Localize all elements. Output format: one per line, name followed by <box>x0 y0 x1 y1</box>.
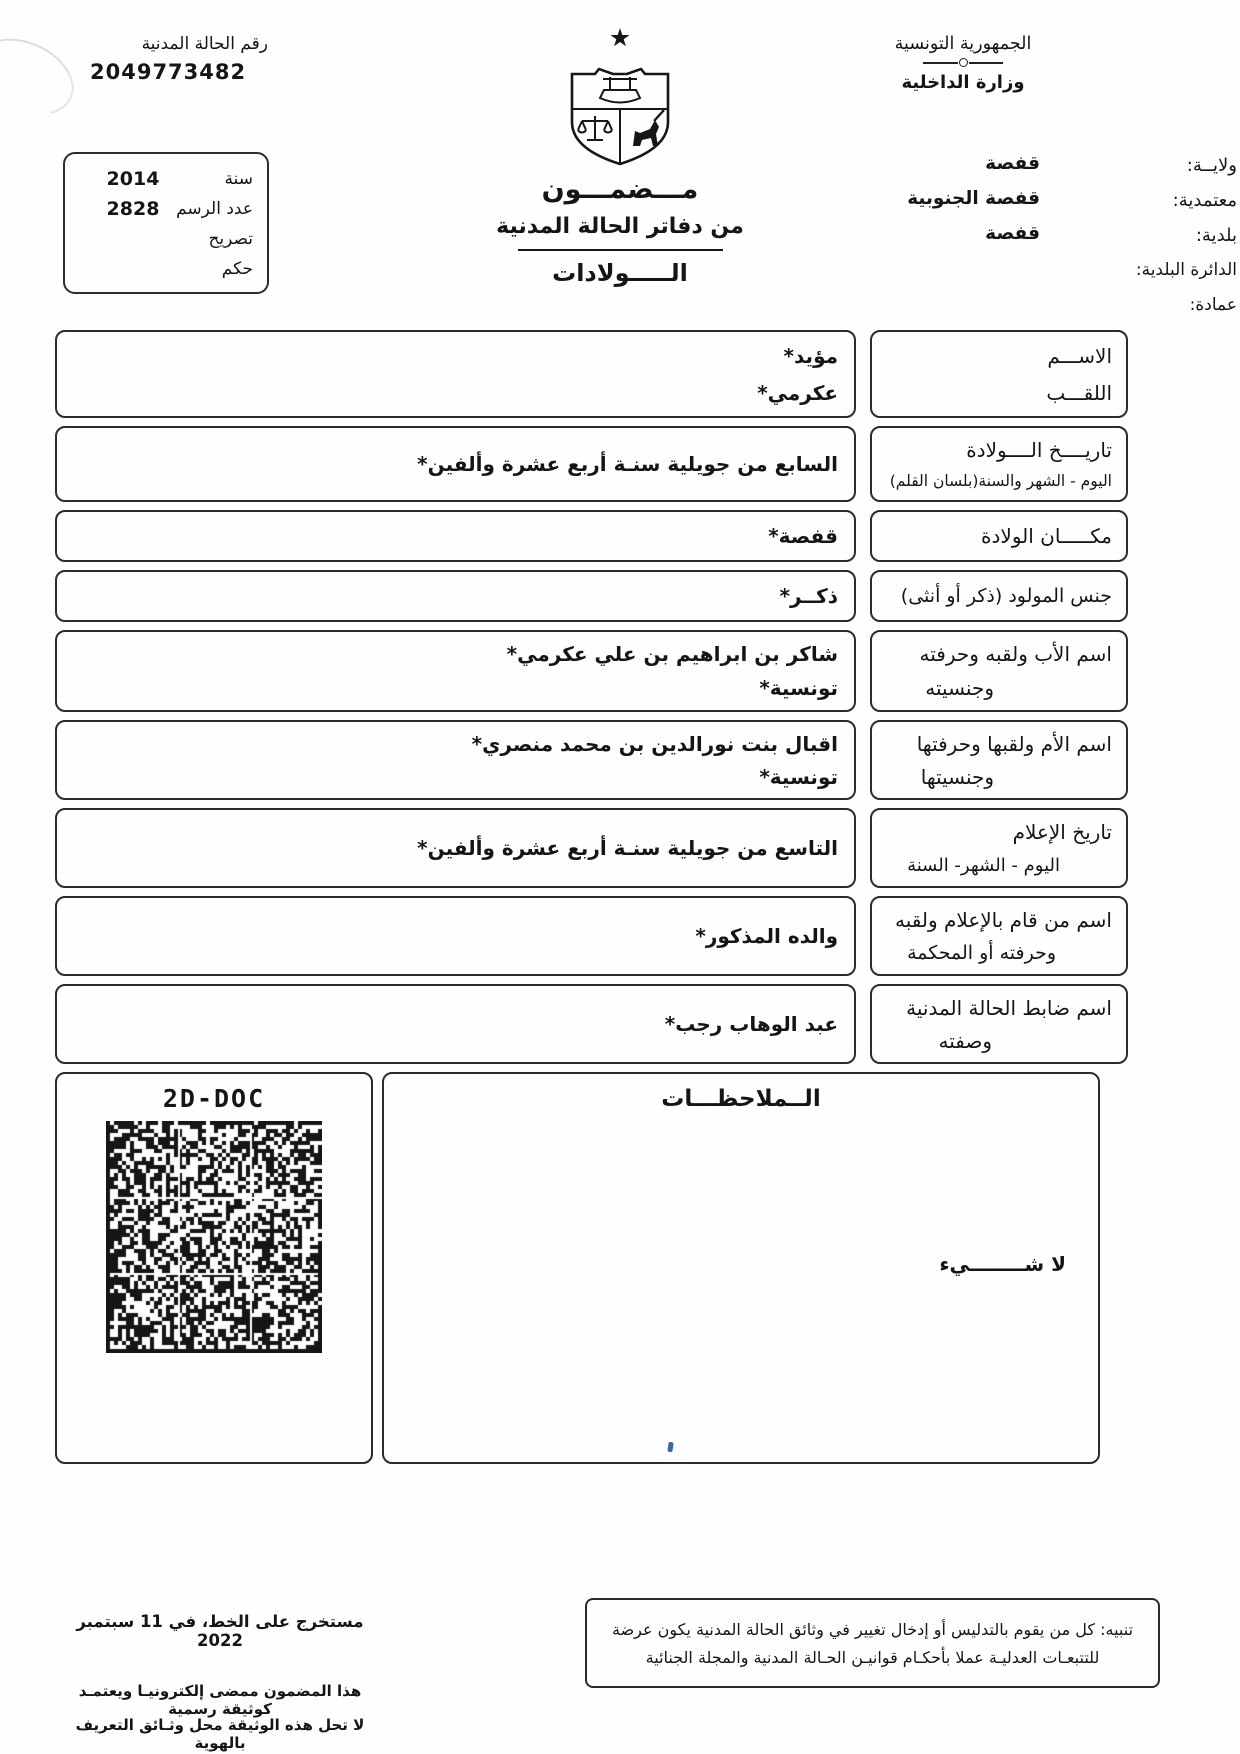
legal-warning-line2: للتتبعـات العدليـة عملا بأحكـام قوانيـن الحـالة المدنية والمجلة الجنائية <box>645 1647 1100 1667</box>
civil-number-value: 2049773482 <box>90 60 247 84</box>
district-row <box>910 255 1240 290</box>
notification-date-sublabel: اليوم - الشهر- السنة <box>907 854 1060 876</box>
municipality-row <box>910 220 1240 255</box>
document-title: مـــضمـــون <box>541 174 699 205</box>
mother-label-line1: اسم الأم ولقبها وحرفتها <box>916 731 1112 756</box>
act-reference-box <box>63 152 269 294</box>
father-nationality-value: تونسية* <box>759 676 838 700</box>
birth-date-label-box <box>870 426 1128 502</box>
father-label-line2: وجنسيته <box>925 676 994 700</box>
birth-date-label: تاريــــخ الــــولادة <box>966 438 1112 462</box>
delegation-label: معتمدية: <box>1172 190 1237 211</box>
notes-box <box>382 1072 1100 1464</box>
judgment-label: حكم <box>221 259 253 279</box>
barcode-box <box>55 1072 373 1464</box>
sex-value-box <box>55 570 856 622</box>
notification-date-value: التاسع من جويلية سنـة أربع عشرة وألفين* <box>417 836 838 860</box>
ministry-title: وزارة الداخلية <box>901 72 1025 93</box>
delegation-value: قفصة الجنوبية <box>907 188 1040 209</box>
region-fields <box>907 150 1240 325</box>
father-label-line1: اسم الأب ولقبه وحرفته <box>919 642 1112 666</box>
mother-nationality-value: تونسية* <box>759 764 838 789</box>
sex-label-box <box>870 570 1128 622</box>
registrar-value: عبد الوهاب رجب* <box>664 1012 838 1036</box>
birth-place-value: قفصة* <box>768 524 838 548</box>
mother-name-value: اقبال بنت نورالدين بن محمد منصري* <box>471 731 838 756</box>
table-row <box>0 426 1240 502</box>
governorate-label: ولايــة: <box>1186 155 1237 176</box>
mother-value-box <box>55 720 856 800</box>
governorate-row <box>910 150 1240 185</box>
ink-mark <box>667 1442 673 1453</box>
birth-date-sublabel: اليوم - الشهر والسنة(بلسان القلم) <box>889 472 1112 490</box>
table-row <box>0 984 1240 1064</box>
notes-title: الــملاحظـــات <box>661 1086 821 1112</box>
judgment-row <box>79 254 253 284</box>
sector-label: عمادة: <box>1189 295 1237 315</box>
table-row <box>0 896 1240 976</box>
title-divider <box>518 249 723 251</box>
registrar-value-box <box>55 984 856 1064</box>
year-row <box>79 164 253 194</box>
act-number-row <box>79 194 253 224</box>
identity-note: لا تحل هذه الوثيقة محل وثـائق التعريف بالهوية <box>75 1716 365 1752</box>
last-name-value: عكرمي* <box>757 380 838 405</box>
document-subtitle: من دفاتر الحالة المدنية <box>496 214 744 239</box>
table-row <box>0 570 1240 622</box>
birth-place-label: مكـــــان الولادة <box>981 524 1112 548</box>
table-row <box>0 510 1240 562</box>
delegation-row <box>907 185 1240 220</box>
declarant-label-line1: اسم من قام بالإعلام ولقبه <box>895 908 1112 932</box>
act-number-label: عدد الرسم <box>176 199 253 219</box>
civil-number-block <box>90 34 268 84</box>
civil-number-label: رقم الحالة المدنية <box>141 34 268 54</box>
document-title-block <box>460 174 780 287</box>
bottom-section <box>0 1072 1240 1472</box>
father-value-box <box>55 630 856 712</box>
notes-content: لا شــــــــيء <box>939 1252 1066 1276</box>
extract-date-line: مستخرج على الخط، في 11 سبتمبر 2022 <box>76 1612 364 1650</box>
table-row <box>0 808 1240 888</box>
table-row <box>0 630 1240 712</box>
registrar-label-line1: اسم ضابط الحالة المدنية <box>906 995 1112 1020</box>
birth-place-label-box <box>870 510 1128 562</box>
declaration-label: تصريح <box>208 229 253 249</box>
registrar-label-line2: وصفته <box>938 1028 992 1053</box>
registrar-label-box <box>870 984 1128 1064</box>
barcode-title: 2D-DOC <box>162 1084 266 1113</box>
declarant-value: والده المذكور* <box>695 924 838 948</box>
sex-value: ذكــر* <box>779 584 838 608</box>
birth-record-table <box>0 330 1240 1072</box>
mother-label-line2: وجنسيتها <box>920 764 994 789</box>
year-value: 2014 <box>106 168 160 190</box>
act-number-value: 2828 <box>106 198 160 220</box>
year-label: سنة <box>224 169 253 189</box>
first-name-label: الاســـم <box>1047 343 1112 368</box>
declaration-row <box>79 224 253 254</box>
electronic-signature-note: هذا المضمون ممضى إلكترونيـا ويعتمـد كوثيقة رسمية <box>78 1682 362 1718</box>
birth-place-value-box <box>55 510 856 562</box>
legal-warning-line1: تنبيه: كل من يقوم بالتدليس أو إدخال تغيير في وثائق الحالة المدنية يكون عرضة <box>611 1619 1134 1639</box>
municipality-value: قفصة <box>985 223 1040 244</box>
republic-title: الجمهورية التونسية <box>894 34 1032 54</box>
notification-date-label: تاريخ الإعلام <box>1012 820 1112 845</box>
notification-date-value-box <box>55 808 856 888</box>
father-name-value: شاكر بن ابراهيم بن علي عكرمي* <box>506 642 838 666</box>
name-value-box <box>55 330 856 418</box>
first-name-value: مؤيد* <box>783 343 838 368</box>
father-label-box <box>870 630 1128 712</box>
2d-doc-barcode <box>106 1121 322 1353</box>
mother-label-box <box>870 720 1128 800</box>
birth-date-value-box <box>55 426 856 502</box>
ornament-divider <box>923 58 1003 67</box>
district-label: الدائرة البلدية: <box>1135 260 1237 280</box>
governorate-value: قفصة <box>985 153 1040 174</box>
notification-date-label-box <box>870 808 1128 888</box>
declarant-label-line2: وحرفته أو المحكمة <box>907 942 1056 964</box>
table-row <box>0 720 1240 800</box>
tunisia-coat-of-arms-icon <box>545 24 695 173</box>
register-type-title: الـــــولادات <box>552 259 688 287</box>
declarant-value-box <box>55 896 856 976</box>
sex-label: جنس المولود (ذكر أو أنثى) <box>900 585 1112 607</box>
table-row <box>0 330 1240 418</box>
sector-row <box>910 290 1240 325</box>
legal-warning-box <box>585 1598 1160 1688</box>
last-name-label: اللقـــب <box>1046 380 1112 405</box>
birth-date-value: السابع من جويلية سنـة أربع عشرة وألفين* <box>417 452 838 476</box>
scan-artifact <box>0 24 86 130</box>
authority-block <box>858 34 1068 93</box>
municipality-label: بلدية: <box>1195 225 1237 246</box>
name-label-box <box>870 330 1128 418</box>
declarant-label-box <box>870 896 1128 976</box>
